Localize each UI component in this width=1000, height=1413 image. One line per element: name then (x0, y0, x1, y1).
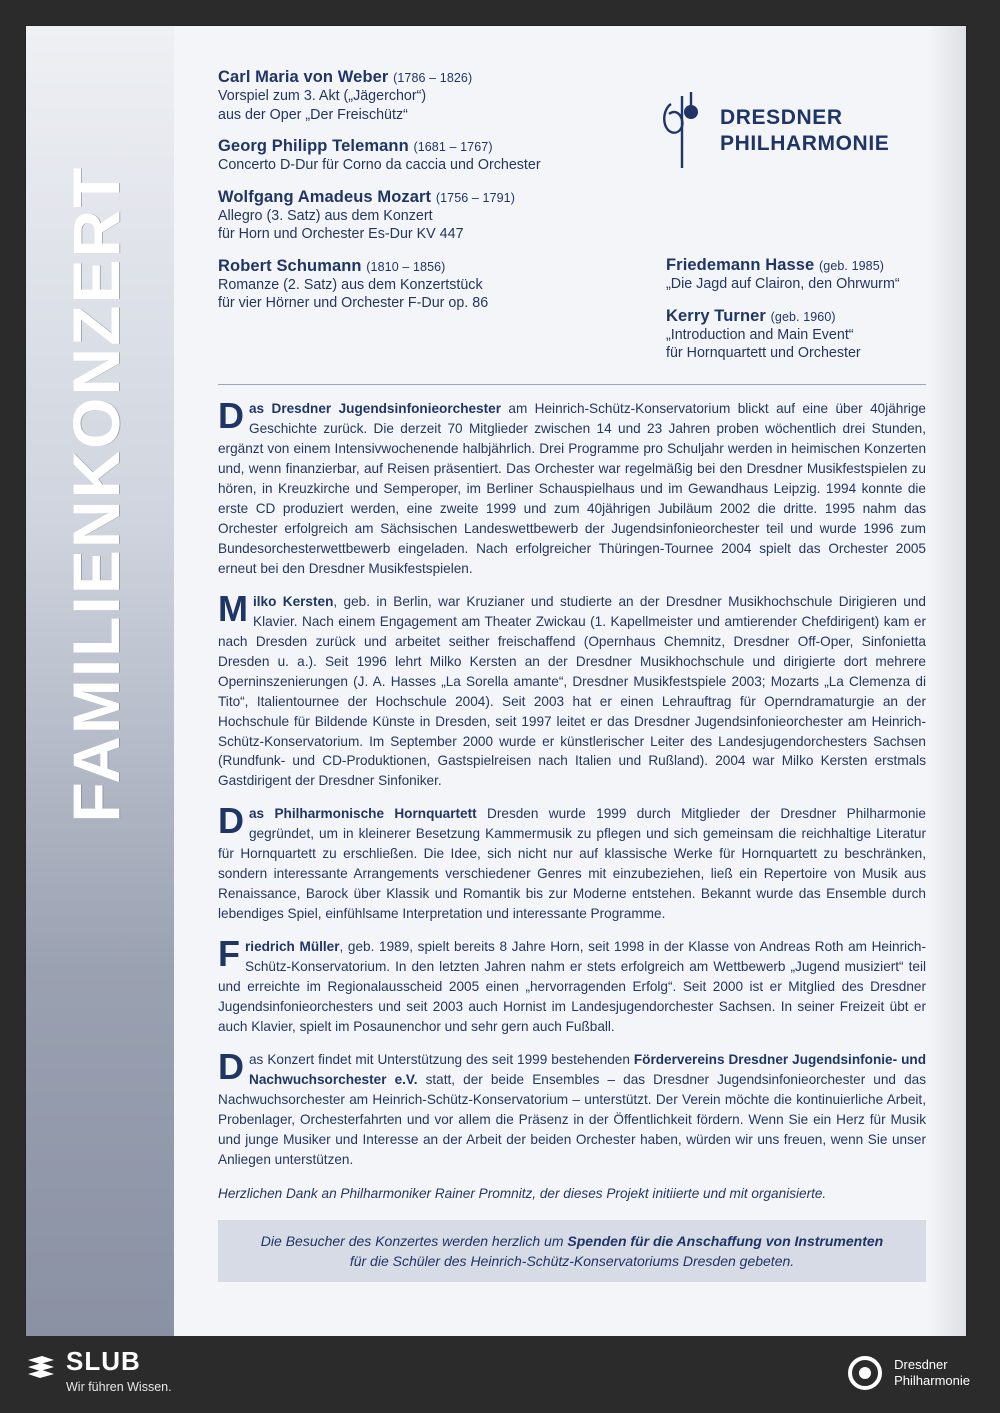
program-item (666, 256, 1000, 294)
program-item (218, 137, 638, 175)
callout-highlight: Spenden für die Anschaffung von Instrumenten (567, 1232, 884, 1249)
slub-branding[interactable] (26, 1348, 172, 1394)
composer-label: Robert Schumann (218, 256, 362, 275)
work-line: aus der Oper „Der Freischütz“ (218, 106, 408, 123)
work-line: „Die Jagd auf Clairon, den Ohrwurm“ (666, 276, 900, 292)
program-header (218, 68, 926, 368)
program-list-left (218, 68, 638, 313)
dresdner-philharmonie-logo (658, 88, 908, 174)
paragraph-text: statt, der beide Ensembles – das Dresdner Jugendsinfonieorchester und das Nachwuchsorchester am Heinrich-Schütz-Konservatorium – unterstützt. Der Verein möchte die kontinuierliche Arbeit, Probenlager, Orchesterfahrten und vor allem die Präsenz in der Öffentlichkeit fördern. Wenn Sie ein Herz für Musik und junge Musiker und Interesse an der Arbeit der beiden Orchester haben, würden wir uns freuen, wenn Sie unser Anliegen unterstützen. (218, 1072, 926, 1167)
paragraph-text: Dresden wurde 1999 durch Mitglieder der Dresdner Philharmonie gegründet, um in kleinerer Besetzung Kammermusik zu pflegen und sich gemeinsam die reichhaltige Literatur für Hornquartett zu erschließen. Die Idee, sich nicht nur auf klassische Werke für Hornquartett zu beschränken, sondern interessante Arrangements verschiedener Genres mit einzubeziehen, ließ ein Repertoire von Musik aus Renaissance, Barock über Klassik und Romantik bis zur Moderne entstehen. Bekannt wurde das Ensemble durch lebendiges Spiel, einfühlsame Interpretation und interessante Programme. (218, 806, 926, 922)
work-line: Vorspiel zum 3. Akt („Jägerchor“) (218, 88, 427, 104)
paragraph-text: am Heinrich-Schütz-Konservatorium blickt auf eine über 40jährige Geschichte zurück. Die derzeit 70 Mitglieder zwischen 14 und 23 Jahren proben wöchentlich drei Stunden, ergänzt von einem Intensivwochenende halbjährlich. Drei Programme pro Schuljahr werden in heimischen Konzerten und, wenn finanzierbar, auf Reisen präsentiert. Das Orchester war regelmäßig bei den Dresdner Musikfestspielen zu hören, in Kreuzkirche und Semperoper, im Berliner Schauspielhaus und im Gewandhaus Leipzig. 1994 konnte die erste CD produziert werden, eine zweite 1999 und zum 40jährigen Jubiläum 2002 die dritte. 1995 nahm das Orchester erfolgreich am Sächsischen Landeswettbewerb der Jugendsinfonieorchester teil und wurde 1996 zum Bundesorchesterwettbewerb eingeladen. Nach erfolgreicher Thüringen-Tournee 2004 spielt das Orchester 2005 erneut bei den Dresdner Musikfestspielen. (218, 401, 926, 576)
work-line: für Horn und Orchester Es-Dur KV 447 (218, 226, 464, 243)
callout-text: Die Besucher des Konzertes werden herzlich um (260, 1232, 568, 1249)
work-line: Romanze (2. Satz) aus dem Konzertstück (218, 276, 483, 293)
composer-label: Kerry Turner (666, 306, 766, 325)
composer-name (666, 307, 1000, 326)
composer-label: Carl Maria von Weber (218, 68, 389, 86)
composer-label: Friedemann Hasse (666, 256, 815, 274)
page-title: FAMILIENKONZERT (59, 165, 133, 823)
composer-name (218, 188, 638, 207)
composer-label: Georg Philipp Telemann (218, 137, 409, 156)
composer-years: (1786 – 1826) (393, 71, 473, 85)
paragraph-support-association (218, 1046, 926, 1170)
paragraph-lead: as Philharmonische Hornquartett (249, 806, 477, 822)
slub-logo-icon (26, 1352, 56, 1382)
work-line: für Hornquartett und Orchester (666, 345, 861, 362)
paragraph-text: as Konzert findet mit Unterstützung des seit 1999 bestehenden (249, 1052, 634, 1068)
association-name: Fördervereins Dresdner Jugendsinfonie- und Nachwuchsorchester e.V. (249, 1052, 926, 1088)
paragraph-orchestra (218, 395, 926, 579)
vertical-title-band (26, 26, 174, 1336)
paragraph-lead: as Dresdner Jugendsinfonieorchester (249, 401, 501, 416)
page-content (174, 26, 966, 1336)
composer-name (218, 137, 638, 156)
paragraph-text: , geb. 1989, spielt bereits 8 Jahre Horn, seit 1998 in der Klasse von Andreas Roth am Heinrich-Schütz-Konservatorium. In den letzten Jahren nahm er stets erfolgreich am Wettbewerb „Jugend musiziert“ teil und erreichte im Regionalausscheid 2005 einen „hervorragenden Erfolg“. Seit 2000 ist er Mitglied des Dresdner Jugendsinfonieorchesters und seit 2003 auch Hornist im Landesjugendorchester Sachsen. In seiner Freizeit übt er auch Klavier, spielt im Posaunenchor und sehr gern auch Fußball. (218, 939, 926, 1035)
logo-line-1: DRESDNER (720, 106, 843, 130)
paragraph-horn-quartet (218, 800, 926, 924)
composer-years: (1756 – 1791) (435, 190, 515, 205)
work-line: Concerto D-Dur für Corno da caccia und Orchester (218, 157, 541, 174)
program-list-right (666, 256, 1000, 376)
composer-years: (1681 – 1767) (413, 140, 493, 155)
composer-name (218, 257, 638, 276)
composer-name (666, 256, 1000, 275)
dp-footer-line-1: Dresdner (894, 1356, 948, 1372)
paragraph-lead: ilko Kersten (253, 593, 334, 609)
scanned-page (26, 26, 966, 1336)
drop-cap: F (218, 933, 240, 975)
composer-label: Wolfgang Amadeus Mozart (218, 187, 432, 206)
composer-years: (geb. 1985) (819, 259, 885, 273)
thanks-note: Herzlichen Dank an Philharmoniker Rainer Promnitz, der dieses Projekt initiierte und mit organisierte. (218, 1185, 827, 1201)
paragraph-text: , geb. in Berlin, war Kruzianer und studierte an der Dresdner Musikhochschule Dirigieren und Klavier. Nach einem Engagement am Theater Zwickau (1. Kapellmeister und amtierender Chefdirigent) kam er nach Dresden zurück und arbeitet seither freischaffend (Opernhaus Chemnitz, Dresdner Off-Oper, Sinfonietta Dresden u. a.). Seit 1996 lehrt Milko Kersten an der Dresdner Musikhochschule und dirigierte dort mehrere Operninszenierungen (J. A. Hasses „La Sorella amante“, Dresdner Musikfestspiele 2003; Mozarts „La Clemenza di Tito“, Italientournee der Hochschule 2004). Seit 2003 hat er einen Lehrauftrag für Operndramaturgie an der Hochschule für Bildende Künste in Dresden, seit 1997 leitet er das Dresdner Jugendsinfonieorchester am Heinrich-Schütz-Konservatorium. Im September 2000 wurde er künstlerischer Leiter des Landesjugendorchesters Sachsen (Rundfunk- und CD-Produktionen, Gastspielreisen nach Italien und Rußland). 2004 war Milko Kersten erstmals Gastdirigent der Dresdner Sinfoniker. (218, 593, 926, 789)
viewer-footer-bar (0, 1336, 1000, 1413)
composer-years: (geb. 1960) (770, 309, 836, 324)
paragraph-conductor (218, 587, 926, 792)
dp-circle-icon (846, 1354, 884, 1392)
dp-footer-line-2: Philharmonie (894, 1373, 970, 1388)
logo-line-2: PHILHARMONIE (720, 132, 890, 155)
drop-cap: D (218, 395, 244, 436)
program-item (666, 307, 1000, 363)
dp-footer-text (894, 1357, 970, 1390)
callout-text: für die Schüler des Heinrich-Schütz-Konservatoriums Dresden gebeten. (349, 1252, 795, 1269)
drop-cap: M (218, 587, 248, 629)
program-item (218, 257, 638, 313)
drop-cap: D (218, 1046, 244, 1088)
slub-name: SLUB (66, 1346, 141, 1376)
header-divider (218, 384, 926, 385)
logo-wordmark (720, 105, 889, 156)
slub-tagline: Wir führen Wissen. (66, 1380, 172, 1394)
drop-cap: D (218, 800, 244, 842)
donation-callout (218, 1220, 926, 1283)
dresdner-philharmonie-footer-branding[interactable] (846, 1354, 970, 1392)
work-line: „Introduction and Main Event“ (666, 326, 854, 343)
dp-monogram-icon (658, 88, 710, 174)
composer-years: (1810 – 1856) (366, 259, 446, 274)
program-item (218, 188, 638, 244)
paragraph-lead: riedrich Müller (245, 939, 340, 955)
slub-text (66, 1348, 172, 1394)
work-line: Allegro (3. Satz) aus dem Konzert (218, 207, 433, 224)
composer-name (218, 68, 638, 87)
paragraph-soloist (218, 933, 926, 1037)
program-item (218, 68, 638, 124)
work-line: für vier Hörner und Orchester F-Dur op. 86 (218, 295, 489, 312)
